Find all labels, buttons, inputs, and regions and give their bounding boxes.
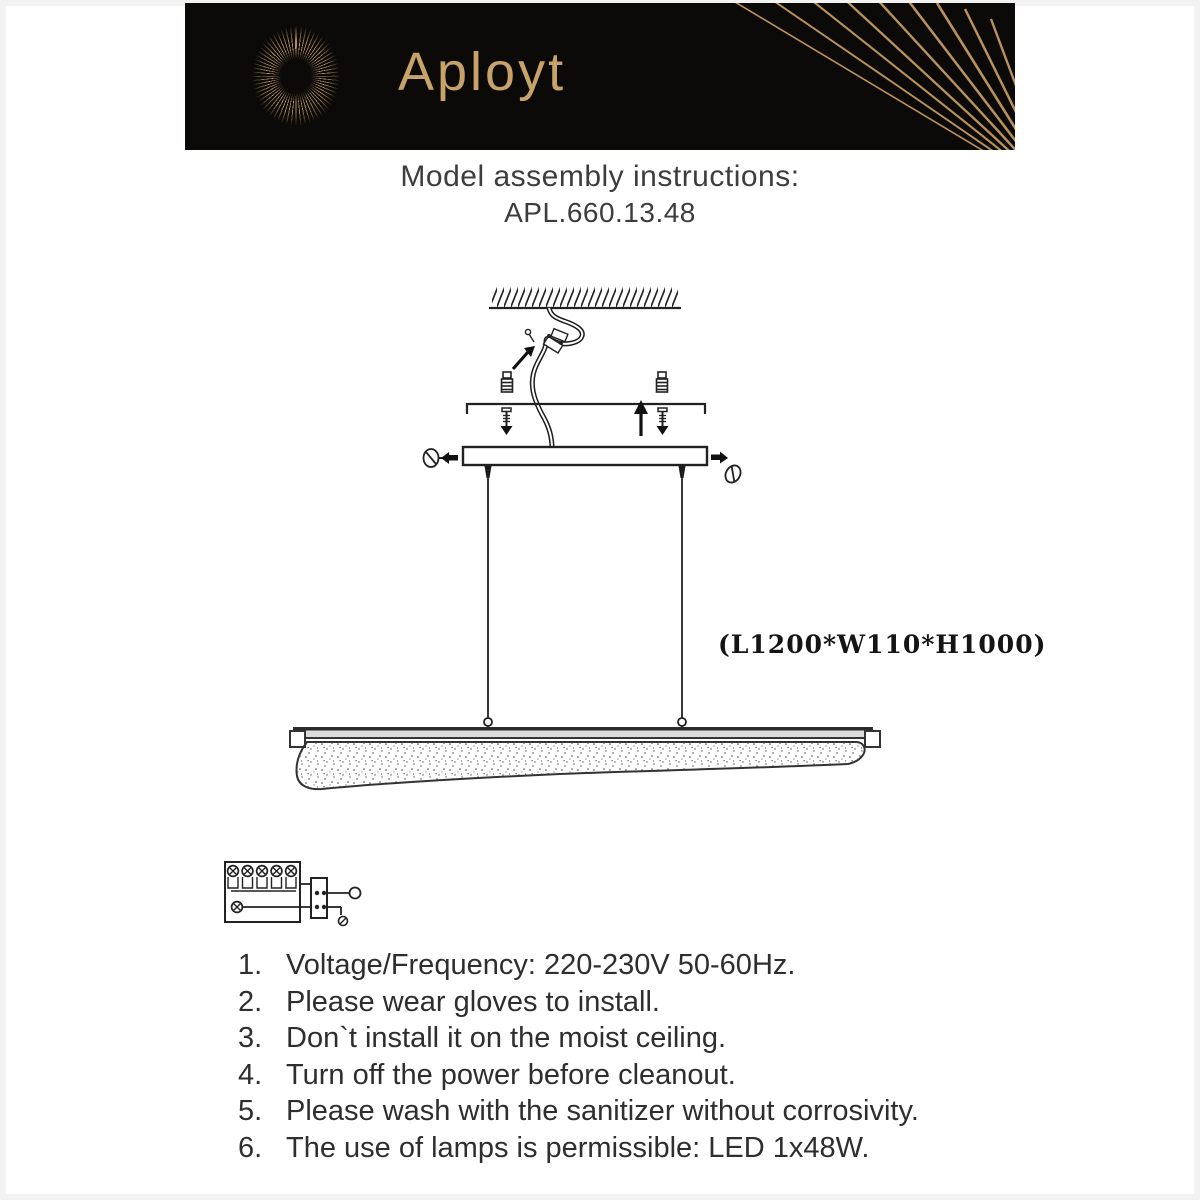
canopy-plate bbox=[463, 447, 707, 465]
item-number: 2. bbox=[238, 985, 263, 1018]
item-number: 5. bbox=[238, 1095, 263, 1127]
list-item bbox=[238, 1093, 919, 1130]
suspension-cable-left bbox=[484, 466, 492, 729]
install-arrow-icon bbox=[513, 346, 535, 369]
side-screw-icon-left bbox=[424, 449, 445, 467]
dimension-label: (L1200*W110*H1000) bbox=[718, 630, 1047, 659]
side-screw-icon-right bbox=[722, 463, 743, 486]
arrow-right-icon bbox=[711, 452, 728, 464]
wiring-diagram bbox=[225, 862, 361, 926]
item-number: 1. bbox=[238, 949, 263, 981]
model-number: APL.660.13.48 bbox=[504, 197, 696, 228]
wall-anchor-icon-right bbox=[657, 372, 668, 392]
screw-down-icon-right bbox=[657, 408, 669, 435]
ceiling-hatch bbox=[489, 286, 681, 308]
page-title: Model assembly instructions: bbox=[400, 160, 800, 193]
item-number: 4. bbox=[238, 1058, 263, 1091]
suspension-cable-right bbox=[678, 466, 686, 729]
assembly-diagram bbox=[200, 260, 1020, 960]
wall-anchor-icon-left bbox=[502, 372, 513, 392]
brand-wordmark: Aployt bbox=[398, 42, 567, 102]
list-item bbox=[238, 1130, 919, 1167]
connector-block bbox=[311, 878, 327, 918]
item-text: Please wash with the sanitizer without corrosivity. bbox=[286, 1095, 919, 1127]
item-text: Turn off the power before cleanout. bbox=[286, 1058, 736, 1091]
item-text: The use of lamps is permissible: LED 1x48W. bbox=[286, 1131, 870, 1164]
list-item bbox=[238, 1057, 919, 1094]
screw-down-icon-left bbox=[501, 408, 513, 435]
item-text: Don`t install it on the moist ceiling. bbox=[286, 1022, 727, 1054]
lamp-diffuser bbox=[296, 742, 864, 789]
power-cable bbox=[532, 308, 582, 448]
item-text: Voltage/Frequency: 220-230V 50-60Hz. bbox=[286, 949, 796, 981]
list-item bbox=[238, 947, 919, 984]
arrow-up-icon bbox=[634, 400, 648, 436]
socket-symbol bbox=[339, 917, 348, 926]
item-text: Please wear gloves to install. bbox=[286, 985, 660, 1018]
header-banner bbox=[185, 3, 1015, 150]
arrow-left-icon bbox=[441, 452, 458, 464]
list-item bbox=[238, 1020, 919, 1057]
item-number: 3. bbox=[238, 1022, 263, 1054]
item-number: 6. bbox=[238, 1131, 263, 1164]
lamp-circle-symbol bbox=[350, 888, 361, 899]
instructions-list bbox=[238, 947, 919, 1166]
decorative-rays-icon bbox=[185, 3, 1015, 150]
list-item bbox=[238, 984, 919, 1021]
